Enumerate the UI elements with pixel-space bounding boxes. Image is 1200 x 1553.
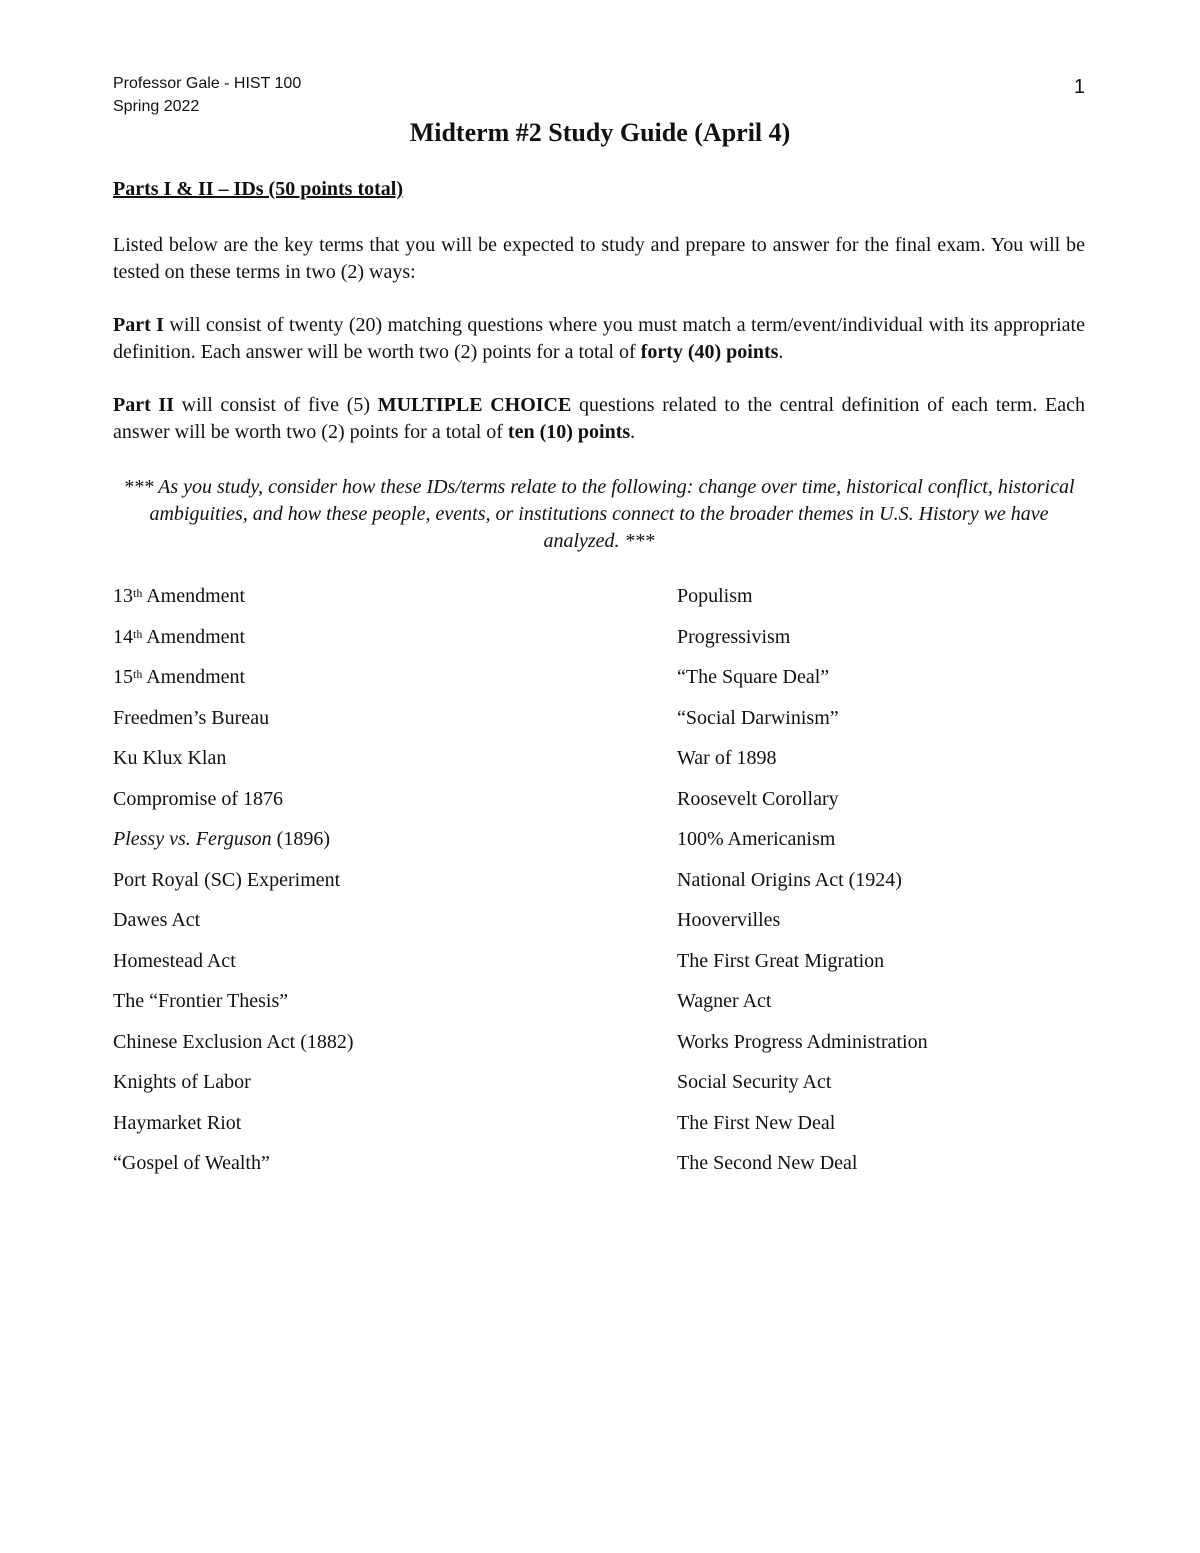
part1-end: . [778, 341, 784, 363]
term-item: Populism [677, 585, 753, 607]
term-item: Port Royal (SC) Experiment [113, 868, 341, 891]
term-item: War of 1898 [677, 747, 777, 769]
term-item: Social Security Act [677, 1071, 832, 1093]
part2-total: ten (10) points [507, 421, 631, 443]
part2-text-b: questions related to the central definition of each term. Each answer will be worth two (2) points for a total of [113, 394, 1085, 443]
terms-right-column [677, 582, 928, 1190]
term-item: “Gospel of Wealth” [113, 1152, 270, 1174]
term-item: Wagner Act [677, 990, 772, 1012]
section-heading: Parts I & II – IDs (50 points total) [113, 178, 403, 200]
part1-paragraph [113, 312, 1085, 366]
header-term: Spring 2022 [113, 98, 200, 115]
term-item: Chinese Exclusion Act (1882) [113, 1030, 354, 1053]
term-item: The “Frontier Thesis” [113, 990, 289, 1012]
terms-left-column [113, 582, 354, 1190]
term-item: Dawes Act [113, 909, 201, 931]
part2-paragraph [113, 392, 1085, 446]
term-item: 15th Amendment [113, 666, 246, 688]
part1-text: will consist of twenty (20) matching questions where you must match a term/event/individual with its appropriate definition. Each answer will be worth two (2) points for a total of [113, 314, 1085, 363]
part2-end: . [630, 421, 636, 443]
header-course: Professor Gale - HIST 100 [113, 75, 302, 92]
term-item: Works Progress Administration [677, 1030, 928, 1053]
term-item: 14th Amendment [113, 625, 246, 648]
term-item: Roosevelt Corollary [677, 787, 839, 810]
term-item: 13th Amendment [113, 585, 246, 607]
term-item: Homestead Act [113, 949, 236, 972]
term-item: National Origins Act (1924) [677, 868, 902, 891]
study-note: *** As you study, consider how these IDs/terms relate to the following: change over time, historical conflict, historical ambiguities, and how these people, events, or institutions connect to the broader themes in U.S. History we have analyzed. *** [123, 476, 1075, 552]
term-item: Progressivism [677, 625, 791, 648]
term-item: Hoovervilles [677, 909, 781, 931]
term-item: Knights of Labor [113, 1071, 251, 1093]
part1-total: forty (40) points [640, 341, 779, 363]
part2-text-a: will consist of five (5) [173, 394, 378, 416]
term-item: Compromise of 1876 [113, 787, 283, 810]
term-item: The First Great Migration [677, 949, 885, 972]
term-item: “The Square Deal” [677, 666, 830, 688]
page-number: 1 [1073, 76, 1085, 98]
term-item: Plessy vs. Ferguson (1896) [113, 828, 330, 850]
term-item: Freedmen’s Bureau [113, 706, 270, 729]
term-item: The Second New Deal [677, 1152, 858, 1174]
term-item: Haymarket Riot [113, 1111, 242, 1134]
part2-label: Part II [113, 394, 174, 416]
term-item: “Social Darwinism” [677, 706, 839, 729]
term-item: The First New Deal [677, 1111, 836, 1134]
page-title: Midterm #2 Study Guide (April 4) [409, 118, 791, 147]
part2-multiple-choice: MULTIPLE CHOICE [377, 394, 572, 416]
intro-paragraph: Listed below are the key terms that you will be expected to study and prepare to answer for the final exam. You will be tested on these terms in two (2) ways: [113, 234, 1085, 283]
part1-label: Part I [113, 314, 164, 336]
document-header [113, 72, 301, 118]
term-item: 100% Americanism [677, 828, 836, 850]
term-item: Ku Klux Klan [113, 747, 227, 769]
